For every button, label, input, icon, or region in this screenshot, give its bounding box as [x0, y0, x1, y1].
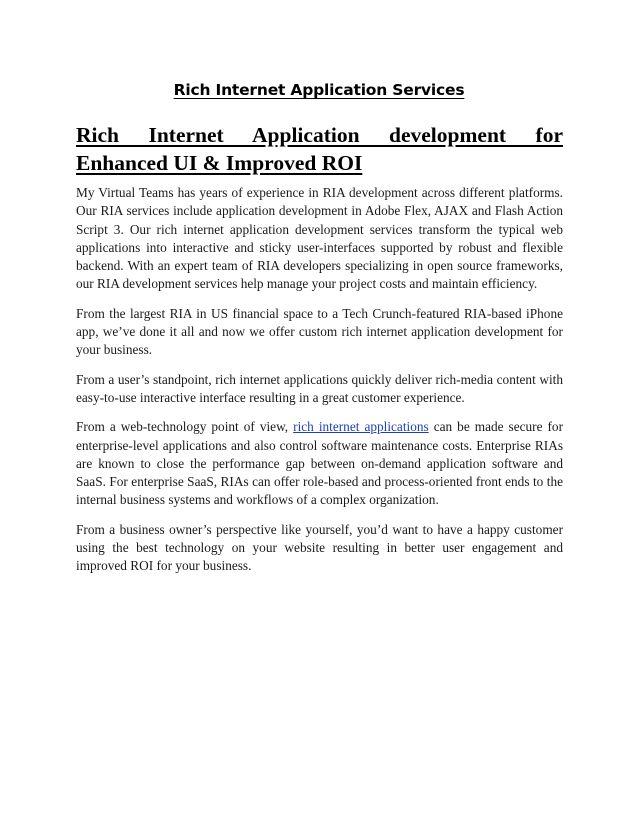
paragraph-experience: From the largest RIA in US financial space to a Tech Crunch-featured RIA-based iPhone app, we’ve done it all and now we offer custom rich internet application development for your business.	[76, 305, 563, 358]
section-heading-line-1: Rich Internet Application development for	[76, 123, 563, 147]
rich-internet-applications-link[interactable]: rich internet applications	[293, 419, 429, 435]
section-heading-line-2: Enhanced UI & Improved ROI	[76, 151, 363, 175]
document-title	[0, 80, 638, 100]
paragraph-web-technology-lead: From a web-technology point of view,	[76, 419, 294, 435]
paragraph-business-owner: From a business owner’s perspective like yourself, you’d want to have a happy customer using the best technology on your website resulting in better user engagement and improved ROI for your business.	[76, 521, 563, 574]
paragraph-web-technology	[76, 418, 563, 509]
document-body	[76, 121, 563, 587]
paragraph-web-technology-rest: can be made secure for enterprise-level applications and also control software maintenance costs. Enterprise RIAs are known to close the performance gap between on-demand application software and SaaS. For enterprise SaaS, RIAs can offer role-based and process-oriented front ends to the internal business systems and workflows of a complex organization.	[76, 419, 563, 508]
paragraph-user-standpoint: From a user’s standpoint, rich internet applications quickly deliver rich-media content with easy-to-use interactive interface resulting in a great customer experience.	[76, 371, 563, 405]
section-heading	[76, 121, 563, 177]
document-title-text: Rich Internet Application Services	[173, 81, 465, 99]
paragraph-intro: My Virtual Teams has years of experience in RIA development across different platforms. Our RIA services include application development in Adobe Flex, AJAX and Flash Action Script 3. Our rich internet application development services transform the typical web applications into interactive and sticky user-interfaces supported by robust and flexible backend. With an expert team of RIA developers specializing in open source frameworks, our RIA development services help manage your project costs and maintain efficiency.	[76, 185, 563, 292]
